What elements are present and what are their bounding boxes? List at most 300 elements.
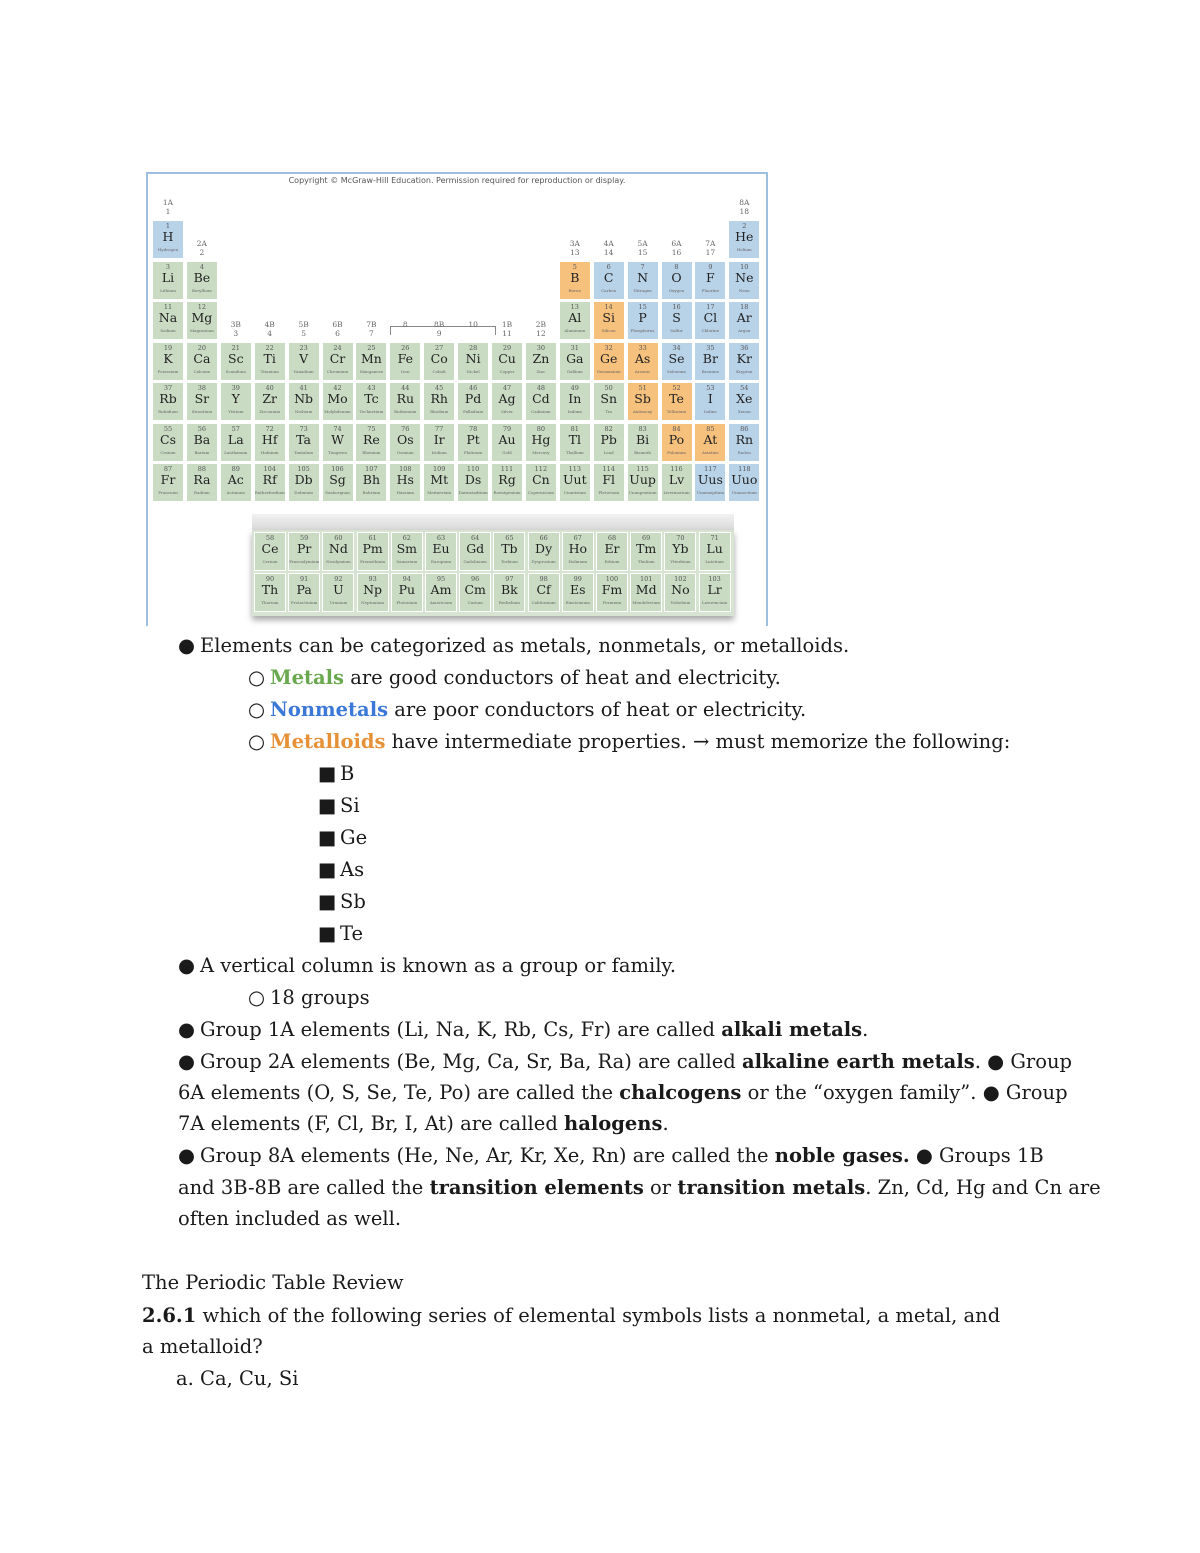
element-cell-db — [288, 463, 320, 502]
element-name: Barium — [194, 449, 210, 455]
element-cell-si — [593, 301, 625, 340]
question-2-6-1-cont: a metalloid? — [142, 1335, 263, 1358]
element-symbol: Ir — [433, 431, 445, 447]
atomic-number: 58 — [265, 534, 275, 542]
element-symbol: Rn — [735, 431, 754, 447]
element-name: Terbium — [500, 559, 518, 564]
element-cell-ce — [254, 532, 286, 571]
atomic-number: 52 — [672, 384, 681, 392]
element-name: Promethium — [360, 559, 386, 564]
atomic-number: 17 — [706, 303, 715, 311]
atomic-number: 86 — [740, 424, 749, 433]
square-bullet-icon: ■ — [318, 922, 337, 945]
element-cell-rf — [254, 463, 286, 502]
atomic-number: 39 — [231, 384, 240, 392]
element-cell-ds — [457, 463, 489, 502]
circle-bullet-icon: ○ — [248, 730, 266, 753]
element-name: Ruthenium — [394, 409, 417, 414]
group-header-b: 16 — [671, 247, 682, 257]
element-name: Flerovium — [598, 490, 620, 495]
atomic-number: 48 — [536, 384, 546, 392]
element-name: Strontium — [191, 409, 213, 414]
element-cell-rg — [491, 463, 523, 502]
atomic-number: 104 — [263, 465, 276, 473]
element-name: Scandium — [225, 368, 246, 374]
group-header-a: 1A — [162, 198, 174, 207]
element-name: Titanium — [260, 368, 279, 374]
element-cell-sc — [220, 342, 252, 381]
element-name: Selenium — [667, 368, 686, 374]
group-header-a: 5B — [298, 319, 309, 329]
element-symbol: Fe — [397, 350, 413, 366]
element-symbol: Np — [363, 582, 383, 597]
element-name: Darmstadtium — [458, 490, 488, 495]
element-symbol: Cf — [536, 582, 551, 597]
element-cell-be — [186, 261, 218, 300]
element-symbol: Pa — [296, 582, 312, 597]
element-cell-kr — [728, 342, 760, 381]
group-header-b: 17 — [705, 247, 716, 257]
element-cell-c — [593, 261, 625, 300]
element-name: Cesium — [160, 449, 176, 455]
atomic-number: 36 — [740, 343, 749, 352]
bullet-icon: ● — [178, 1018, 196, 1041]
element-symbol: Mn — [360, 350, 382, 366]
element-name: Dysprosium — [531, 559, 556, 564]
element-cell-i — [694, 382, 726, 421]
element-name: Tungsten — [328, 449, 347, 455]
group-header-b: 3 — [233, 328, 239, 338]
element-cell-se — [661, 342, 693, 381]
atomic-number: 99 — [573, 575, 582, 583]
element-cell-dy — [528, 532, 560, 571]
element-cell-nb — [288, 382, 320, 421]
metalloid-item: ■ As — [318, 858, 365, 881]
atomic-number: 9 — [708, 262, 713, 271]
group-header-a: 4A — [603, 238, 614, 248]
element-name: Antimony — [632, 409, 653, 414]
element-cell-ac — [220, 463, 252, 502]
element-symbol: Hf — [261, 431, 278, 447]
group-header — [254, 320, 286, 338]
element-name: Iridium — [431, 449, 447, 455]
element-name: Bromine — [701, 368, 720, 374]
atomic-number: 33 — [638, 343, 647, 352]
atomic-number: 67 — [573, 534, 582, 542]
element-symbol: He — [735, 229, 754, 244]
group-header-b: 11 — [502, 328, 512, 338]
element-cell-s — [661, 301, 693, 340]
element-symbol: Te — [669, 391, 684, 406]
element-name: Hassium — [396, 490, 415, 495]
element-symbol: Uut — [562, 472, 587, 487]
element-cell-ta — [288, 423, 320, 462]
element-name: Cadmium — [531, 409, 551, 414]
question-number: 2.6.1 — [142, 1304, 197, 1327]
atomic-number: 13 — [570, 303, 579, 311]
element-symbol: Ba — [193, 431, 211, 447]
element-name: Thulium — [637, 559, 655, 564]
element-name: Rutherfordium — [254, 490, 285, 495]
element-symbol: Uus — [697, 472, 723, 487]
element-name: Yttrium — [228, 409, 244, 414]
atomic-number: 69 — [642, 534, 651, 542]
element-cell-na — [152, 301, 184, 340]
element-symbol: Zr — [262, 391, 278, 406]
element-cell-h — [152, 220, 184, 259]
atomic-number: 29 — [502, 343, 512, 352]
atomic-number: 20 — [197, 343, 207, 352]
atomic-number: 2 — [742, 222, 747, 230]
element-name: Oxygen — [668, 287, 685, 293]
bullet-icon: ● — [178, 1050, 196, 1073]
element-cell-th — [254, 573, 286, 612]
group-header — [559, 239, 591, 257]
element-name: Hafnium — [260, 449, 279, 455]
element-cell-tb — [493, 532, 525, 571]
element-symbol: Er — [604, 541, 620, 556]
element-symbol: Tm — [636, 541, 657, 556]
atomic-number: 30 — [536, 343, 546, 352]
circle-bullet-icon: ○ — [248, 986, 266, 1009]
periodic-table-figure — [146, 172, 768, 626]
element-name: Neodymium — [326, 559, 351, 564]
atomic-number: 103 — [708, 575, 721, 583]
element-symbol: Bi — [636, 431, 650, 447]
group-header — [525, 320, 557, 338]
element-symbol: Tc — [364, 391, 379, 406]
element-cell-os — [389, 423, 421, 462]
element-cell-lu — [699, 532, 731, 571]
atomic-number: 60 — [334, 534, 343, 542]
element-symbol: Sg — [329, 472, 346, 487]
group-header-b: 5 — [301, 328, 306, 338]
element-name: Boron — [568, 287, 581, 293]
group-header-a: 8B — [434, 319, 445, 329]
element-cell-bi — [627, 423, 659, 462]
element-name: Calcium — [193, 368, 211, 374]
element-name: Samarium — [396, 559, 418, 564]
element-name: Tellurium — [666, 409, 687, 414]
group-header — [457, 320, 489, 329]
square-bullet-icon: ■ — [318, 762, 337, 785]
element-name: Rhenium — [362, 449, 381, 455]
element-name: Germanium — [596, 368, 621, 374]
element-name: Roentgenium — [493, 490, 521, 495]
group-header — [661, 239, 693, 257]
element-name: Curium — [467, 600, 483, 605]
element-cell-er — [596, 532, 628, 571]
group-header — [322, 320, 354, 338]
element-name: Indium — [567, 409, 582, 414]
metalloid-item: ■ Si — [318, 794, 360, 817]
group-header — [423, 320, 455, 338]
element-name: Actinium — [226, 490, 245, 495]
element-cell-li — [152, 261, 184, 300]
element-name: Radium — [194, 490, 210, 495]
element-cell-cn — [525, 463, 557, 502]
group-header-a: 6A — [671, 238, 682, 248]
element-symbol: At — [703, 431, 718, 447]
element-name: Tin — [605, 409, 612, 414]
element-cell-p — [627, 301, 659, 340]
element-symbol: Rg — [498, 472, 516, 487]
element-symbol: Pm — [362, 541, 383, 556]
element-cell-ru — [389, 382, 421, 421]
element-symbol: Si — [602, 310, 615, 325]
atomic-number: 113 — [568, 465, 581, 473]
element-cell-cu — [491, 342, 523, 381]
f-block-connector — [252, 514, 734, 530]
element-name: Tantalum — [294, 449, 314, 455]
element-symbol: Sc — [228, 350, 244, 366]
element-symbol: Au — [498, 431, 516, 447]
group-header-b: 1 — [165, 207, 171, 216]
element-name: Mercury — [532, 449, 550, 455]
element-name: Zinc — [536, 368, 546, 374]
element-symbol: Ca — [193, 350, 211, 366]
element-cell-u — [322, 573, 354, 612]
element-cell-pm — [357, 532, 389, 571]
element-name: Nickel — [466, 368, 480, 374]
element-symbol: Ho — [568, 541, 588, 556]
element-name: Ununseptium — [696, 490, 725, 495]
element-cell-sm — [391, 532, 423, 571]
element-name: Molybdenum — [324, 409, 351, 414]
atomic-number: 50 — [604, 384, 613, 392]
group-header-a: 3A — [569, 238, 580, 248]
atomic-number: 54 — [740, 384, 749, 392]
element-name: Astatine — [702, 449, 719, 455]
element-symbol: W — [331, 431, 344, 447]
element-name: Magnesium — [190, 328, 214, 333]
element-cell-ni — [457, 342, 489, 381]
atomic-number: 107 — [365, 465, 378, 473]
group-header — [389, 320, 421, 329]
element-cell-cl — [694, 301, 726, 340]
element-cell-tl — [559, 423, 591, 462]
square-bullet-icon: ■ — [318, 794, 337, 817]
element-name: Californium — [531, 600, 556, 605]
atomic-number: 59 — [300, 534, 309, 542]
element-cell-ra — [186, 463, 218, 502]
element-cell-ti — [254, 342, 286, 381]
group-header-a: 2A — [196, 238, 207, 248]
element-name: Argon — [738, 328, 751, 333]
element-symbol: Sn — [600, 391, 617, 406]
element-symbol: Bk — [501, 582, 518, 597]
atomic-number: 84 — [672, 424, 681, 433]
element-cell-zr — [254, 382, 286, 421]
element-symbol: Ta — [296, 431, 311, 447]
element-name: Uranium — [329, 600, 348, 605]
group-header — [491, 320, 523, 338]
element-symbol: Br — [702, 350, 718, 366]
bullet-icon: ● — [178, 1144, 196, 1167]
atomic-number: 25 — [367, 343, 376, 352]
element-cell-au — [491, 423, 523, 462]
atomic-number: 82 — [604, 424, 613, 433]
element-symbol: Re — [362, 431, 380, 447]
element-cell-ir — [423, 423, 455, 462]
element-symbol: Md — [635, 582, 657, 597]
element-cell-sb — [627, 382, 659, 421]
atomic-number: 94 — [402, 575, 411, 583]
atomic-number: 112 — [534, 465, 548, 473]
element-name: Copernicium — [527, 490, 554, 495]
element-name: Silicon — [601, 328, 616, 333]
line-transition: and 3B-8B are called the transition elements or transition metals. Zn, Cd, Hg and Cn are — [178, 1176, 1101, 1199]
element-cell-o — [661, 261, 693, 300]
element-symbol: Cs — [160, 431, 176, 447]
element-name: Francium — [158, 490, 178, 495]
element-symbol: Ge — [599, 350, 618, 366]
element-name: Americium — [429, 600, 453, 605]
element-cell-yb — [664, 532, 696, 571]
element-name: Cobalt — [432, 368, 446, 374]
element-name: Thallium — [565, 449, 584, 455]
element-cell-sg — [322, 463, 354, 502]
element-symbol: Eu — [432, 541, 450, 556]
group-header — [593, 239, 625, 257]
atomic-number: 22 — [265, 343, 274, 352]
metalloid-item: ■ Te — [318, 922, 364, 945]
element-cell-bh — [355, 463, 387, 502]
atomic-number: 71 — [710, 534, 719, 542]
atomic-number: 16 — [672, 303, 681, 311]
element-name: Bismuth — [634, 449, 651, 455]
element-cell-md — [630, 573, 662, 612]
element-symbol: Mg — [191, 310, 213, 325]
group-header — [728, 198, 760, 216]
group-header-a: 4B — [264, 319, 275, 329]
element-cell-k — [152, 342, 184, 381]
line-18-groups: ○ 18 groups — [248, 986, 370, 1009]
atomic-number: 118 — [738, 465, 751, 473]
element-name: Bohrium — [362, 490, 381, 495]
group-header-a: 1B — [501, 319, 513, 329]
element-name: Rubidium — [158, 409, 178, 414]
element-name: Hydrogen — [157, 247, 179, 252]
atomic-number: 57 — [231, 424, 240, 433]
element-cell-pu — [391, 573, 423, 612]
element-cell-as — [627, 342, 659, 381]
element-cell-po — [661, 423, 693, 462]
element-symbol: U — [333, 582, 344, 597]
square-bullet-icon: ■ — [318, 826, 337, 849]
element-cell-gd — [459, 532, 491, 571]
metalloid-item: ■ B — [318, 762, 355, 785]
element-symbol: Pr — [296, 541, 312, 556]
group-header-a: 8A — [739, 198, 750, 207]
atomic-number: 70 — [676, 534, 685, 542]
element-name: Nobelium — [670, 600, 691, 605]
atomic-number: 43 — [367, 384, 376, 392]
atomic-number: 106 — [331, 465, 344, 473]
element-name: Seaborgium — [325, 490, 350, 495]
group-header-b: 12 — [536, 328, 546, 338]
atomic-number: 28 — [468, 343, 478, 352]
element-symbol: Mo — [327, 391, 348, 406]
element-cell-te — [661, 382, 693, 421]
element-cell-pd — [457, 382, 489, 421]
element-symbol: Hs — [396, 472, 414, 487]
atomic-number: 47 — [502, 384, 512, 392]
element-symbol: Am — [430, 582, 452, 597]
line-group-8a: ● Group 8A elements (He, Ne, Ar, Kr, Xe, Rn) are called the noble gases. ● Groups 1B — [178, 1144, 1044, 1167]
atomic-number: 79 — [502, 424, 512, 433]
atomic-number: 63 — [436, 534, 446, 542]
atomic-number: 68 — [607, 534, 617, 542]
element-cell-rb — [152, 382, 184, 421]
element-symbol: No — [671, 582, 690, 597]
element-symbol: Ni — [465, 350, 481, 366]
atomic-number: 109 — [432, 465, 446, 473]
atomic-number: 49 — [570, 384, 579, 392]
atomic-number: 78 — [468, 424, 478, 433]
atomic-number: 61 — [368, 534, 377, 542]
element-symbol: Al — [568, 310, 582, 325]
atomic-number: 92 — [334, 575, 343, 583]
element-name: Cerium — [262, 559, 278, 564]
element-cell-nd — [322, 532, 354, 571]
element-name: Einsteinium — [565, 600, 590, 605]
element-symbol: Ru — [396, 391, 415, 406]
element-cell-co — [423, 342, 455, 381]
element-name: Copper — [499, 368, 515, 374]
element-name: Europium — [430, 559, 452, 564]
element-cell-ag — [491, 382, 523, 421]
atomic-number: 98 — [539, 575, 548, 583]
atomic-number: 111 — [500, 465, 514, 473]
element-symbol: Pb — [600, 431, 617, 447]
element-cell-sr — [186, 382, 218, 421]
element-symbol: Cd — [532, 391, 550, 406]
element-name: Vanadium — [293, 368, 314, 374]
element-symbol: Na — [158, 310, 178, 325]
element-name: Chlorine — [701, 328, 720, 333]
element-name: Phosphorus — [630, 328, 655, 333]
element-name: Gadolinium — [463, 559, 487, 564]
line-metalloids: ○ Metalloids have intermediate properties. → must memorize the following: — [248, 730, 1011, 753]
element-symbol: Hg — [531, 431, 551, 447]
element-symbol: Cu — [498, 350, 516, 366]
element-cell-ne — [728, 261, 760, 300]
element-symbol: Ne — [735, 269, 754, 285]
element-cell-lv — [661, 463, 693, 502]
element-name: Ununtrium — [563, 490, 586, 495]
atomic-number: 10 — [740, 262, 749, 271]
element-name: Rhodium — [430, 409, 449, 414]
element-cell-pb — [593, 423, 625, 462]
element-symbol: Sb — [634, 391, 651, 406]
atomic-number: 37 — [163, 384, 173, 392]
atomic-number: 15 — [638, 303, 647, 311]
element-symbol: Dy — [535, 541, 553, 556]
square-bullet-icon: ■ — [318, 858, 337, 881]
atomic-number: 97 — [505, 575, 514, 583]
element-name: Livermorium — [663, 490, 690, 495]
atomic-number: 7 — [640, 262, 645, 271]
atomic-number: 102 — [674, 575, 687, 583]
element-symbol: Yb — [672, 541, 689, 556]
atomic-number: 65 — [505, 534, 514, 542]
element-cell-ga — [559, 342, 591, 381]
element-cell-mg — [186, 301, 218, 340]
group-header — [694, 239, 726, 257]
atomic-number: 5 — [572, 262, 577, 271]
element-symbol: Ac — [227, 472, 244, 487]
